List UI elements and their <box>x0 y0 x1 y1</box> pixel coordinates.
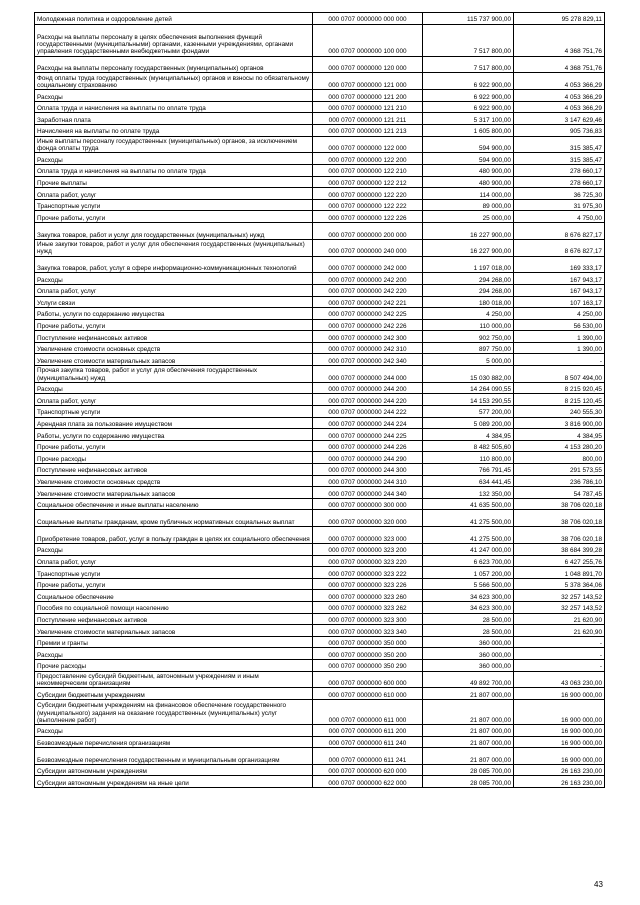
row-plan-cell: 480 900,00 <box>423 164 514 176</box>
row-code-cell: 000 0707 0000000 244 222 <box>313 406 423 418</box>
row-name-cell: Иные выплаты персоналу государственных (муниципальных) органов, за исключением фонда оплаты труда <box>35 136 313 153</box>
table-row <box>35 452 605 464</box>
table-row <box>35 748 605 765</box>
row-fact-cell: 278 660,17 <box>514 164 605 176</box>
row-code-cell: 000 0707 0000000 300 000 <box>313 498 423 510</box>
table-row <box>35 699 605 724</box>
row-fact-cell: 3 147 629,46 <box>514 113 605 125</box>
row-code-cell: 000 0707 0000000 242 300 <box>313 331 423 343</box>
row-plan-cell: 7 517 800,00 <box>423 24 514 56</box>
table-row <box>35 113 605 125</box>
row-fact-cell: 1 048 891,70 <box>514 567 605 579</box>
row-plan-cell: 28 500,00 <box>423 625 514 637</box>
row-fact-cell: 8 676 827,17 <box>514 222 605 239</box>
row-fact-cell: 8 215 920,45 <box>514 382 605 394</box>
row-code-cell: 000 0707 0000000 121 213 <box>313 124 423 136</box>
row-fact-cell: 4 250,00 <box>514 308 605 320</box>
row-name-cell: Расходы <box>35 543 313 555</box>
row-plan-cell: 5 089 200,00 <box>423 417 514 429</box>
row-code-cell: 000 0707 0000000 323 262 <box>313 601 423 613</box>
row-name-cell: Увеличение стоимости основных средств <box>35 475 313 487</box>
table-row <box>35 764 605 776</box>
row-plan-cell: 114 000,00 <box>423 188 514 200</box>
table-row <box>35 188 605 200</box>
row-plan-cell: 294 268,00 <box>423 273 514 285</box>
row-code-cell: 000 0707 0000000 622 000 <box>313 776 423 788</box>
row-fact-cell: 38 684 399,28 <box>514 543 605 555</box>
row-name-cell: Безвозмездные перечисления организациям <box>35 736 313 748</box>
row-name-cell: Транспортные услуги <box>35 406 313 418</box>
row-fact-cell: 16 900 000,00 <box>514 736 605 748</box>
row-code-cell: 000 0707 0000000 122 222 <box>313 199 423 211</box>
row-plan-cell: 16 227 900,00 <box>423 222 514 239</box>
row-plan-cell: 6 922 900,00 <box>423 90 514 102</box>
row-name-cell: Расходы на выплаты персоналу государственных (муниципальных) органов <box>35 56 313 73</box>
table-row <box>35 331 605 343</box>
row-fact-cell: - <box>514 354 605 366</box>
row-code-cell: 000 0707 0000000 244 224 <box>313 417 423 429</box>
row-code-cell: 000 0707 0000000 200 000 <box>313 222 423 239</box>
row-fact-cell: 16 900 000,00 <box>514 699 605 724</box>
table-row <box>35 659 605 671</box>
row-plan-cell: 28 085 700,00 <box>423 764 514 776</box>
table-row <box>35 636 605 648</box>
row-code-cell: 000 0707 0000000 242 226 <box>313 319 423 331</box>
row-name-cell: Оплата труда и начисления на выплаты по оплате труда <box>35 164 313 176</box>
row-name-cell: Прочие расходы <box>35 452 313 464</box>
row-name-cell: Увеличение стоимости материальных запасов <box>35 625 313 637</box>
row-code-cell: 000 0707 0000000 244 220 <box>313 394 423 406</box>
row-code-cell: 000 0707 0000000 100 000 <box>313 24 423 56</box>
row-plan-cell: 41 275 500,00 <box>423 527 514 544</box>
table-row <box>35 199 605 211</box>
row-fact-cell: 1 390,00 <box>514 342 605 354</box>
row-code-cell: 000 0707 0000000 620 000 <box>313 764 423 776</box>
row-name-cell: Увеличение стоимости материальных запасов <box>35 354 313 366</box>
table-row <box>35 688 605 700</box>
row-code-cell: 000 0707 0000000 244 225 <box>313 429 423 441</box>
row-name-cell: Прочие работы, услуги <box>35 319 313 331</box>
row-fact-cell: 26 163 230,00 <box>514 764 605 776</box>
row-fact-cell: 32 257 143,52 <box>514 590 605 602</box>
table-row <box>35 382 605 394</box>
row-code-cell: 000 0707 0000000 122 226 <box>313 211 423 223</box>
table-row <box>35 90 605 102</box>
row-plan-cell: 14 264 090,55 <box>423 382 514 394</box>
row-plan-cell: 21 807 000,00 <box>423 688 514 700</box>
table-row <box>35 464 605 476</box>
row-code-cell: 000 0707 0000000 323 220 <box>313 555 423 567</box>
row-fact-cell: 26 163 230,00 <box>514 776 605 788</box>
row-code-cell: 000 0707 0000000 122 200 <box>313 153 423 165</box>
row-fact-cell: 905 736,83 <box>514 124 605 136</box>
row-code-cell: 000 0707 0000000 323 200 <box>313 543 423 555</box>
row-fact-cell: 4 153 280,20 <box>514 440 605 452</box>
row-fact-cell: 315 385,47 <box>514 136 605 153</box>
row-plan-cell: 4 250,00 <box>423 308 514 320</box>
row-fact-cell: 800,00 <box>514 452 605 464</box>
row-plan-cell: 5 000,00 <box>423 354 514 366</box>
table-row <box>35 625 605 637</box>
row-code-cell: 000 0707 0000000 242 310 <box>313 342 423 354</box>
table-row <box>35 222 605 239</box>
table-row <box>35 308 605 320</box>
row-name-cell: Увеличение стоимости материальных запасов <box>35 487 313 499</box>
row-name-cell: Расходы <box>35 273 313 285</box>
row-name-cell: Расходы на выплаты персоналу в целях обеспечения выполнения функций государственными (муниципальными) органами, казенными учреждениями, органами управления государственными внебюджетными фондами <box>35 24 313 56</box>
row-name-cell: Социальные выплаты гражданам, кроме публичных нормативных социальных выплат <box>35 510 313 527</box>
row-plan-cell: 294 268,00 <box>423 284 514 296</box>
row-fact-cell: 43 063 230,00 <box>514 671 605 688</box>
row-plan-cell: 1 605 800,00 <box>423 124 514 136</box>
row-name-cell: Оплата работ, услуг <box>35 284 313 296</box>
table-row <box>35 429 605 441</box>
row-fact-cell: 54 787,45 <box>514 487 605 499</box>
row-plan-cell: 360 000,00 <box>423 659 514 671</box>
table-row <box>35 176 605 188</box>
row-name-cell: Расходы <box>35 153 313 165</box>
table-row <box>35 13 605 25</box>
row-name-cell: Премии и гранты <box>35 636 313 648</box>
row-name-cell: Услуги связи <box>35 296 313 308</box>
row-plan-cell: 21 807 000,00 <box>423 724 514 736</box>
row-plan-cell: 21 807 000,00 <box>423 736 514 748</box>
table-row <box>35 136 605 153</box>
row-code-cell: 000 0707 0000000 323 340 <box>313 625 423 637</box>
row-name-cell: Работы, услуги по содержанию имущества <box>35 429 313 441</box>
row-code-cell: 000 0707 0000000 242 221 <box>313 296 423 308</box>
row-fact-cell: 8 215 120,45 <box>514 394 605 406</box>
row-fact-cell: - <box>514 659 605 671</box>
row-name-cell: Социальное обеспечение <box>35 590 313 602</box>
row-code-cell: 000 0707 0000000 242 000 <box>313 256 423 273</box>
row-fact-cell: 31 975,30 <box>514 199 605 211</box>
row-fact-cell: 16 900 000,00 <box>514 748 605 765</box>
table-row <box>35 648 605 660</box>
row-plan-cell: 577 200,00 <box>423 406 514 418</box>
row-fact-cell: 8 507 494,00 <box>514 366 605 383</box>
row-code-cell: 000 0707 0000000 244 300 <box>313 464 423 476</box>
table-body <box>35 13 605 788</box>
row-code-cell: 000 0707 0000000 121 200 <box>313 90 423 102</box>
row-fact-cell: 6 427 255,76 <box>514 555 605 567</box>
row-code-cell: 000 0707 0000000 323 222 <box>313 567 423 579</box>
row-code-cell: 000 0707 0000000 244 310 <box>313 475 423 487</box>
table-row <box>35 440 605 452</box>
row-name-cell: Оплата работ, услуг <box>35 555 313 567</box>
row-plan-cell: 28 500,00 <box>423 613 514 625</box>
row-plan-cell: 5 566 500,00 <box>423 578 514 590</box>
row-plan-cell: 1 197 018,00 <box>423 256 514 273</box>
row-name-cell: Оплата работ, услуг <box>35 394 313 406</box>
table-row <box>35 24 605 56</box>
row-name-cell: Закупка товаров, работ, услуг в сфере информационно-коммуникационных технологий <box>35 256 313 273</box>
table-row <box>35 417 605 429</box>
row-code-cell: 000 0707 0000000 000 000 <box>313 13 423 25</box>
row-name-cell: Работы, услуги по содержанию имущества <box>35 308 313 320</box>
row-code-cell: 000 0707 0000000 323 300 <box>313 613 423 625</box>
row-code-cell: 000 0707 0000000 122 210 <box>313 164 423 176</box>
row-name-cell: Поступление нефинансовых активов <box>35 613 313 625</box>
row-name-cell: Безвозмездные перечисления государственным и муниципальным организациям <box>35 748 313 765</box>
table-row <box>35 498 605 510</box>
row-fact-cell: 21 620,90 <box>514 613 605 625</box>
row-plan-cell: 594 900,00 <box>423 153 514 165</box>
table-row <box>35 73 605 90</box>
table-row <box>35 590 605 602</box>
row-fact-cell: 4 384,95 <box>514 429 605 441</box>
row-code-cell: 000 0707 0000000 244 340 <box>313 487 423 499</box>
table-row <box>35 567 605 579</box>
row-fact-cell: - <box>514 648 605 660</box>
row-fact-cell: 8 676 827,17 <box>514 239 605 256</box>
row-code-cell: 000 0707 0000000 244 226 <box>313 440 423 452</box>
row-plan-cell: 1 057 200,00 <box>423 567 514 579</box>
table-row <box>35 124 605 136</box>
table-row <box>35 256 605 273</box>
row-fact-cell: 16 900 000,00 <box>514 724 605 736</box>
row-name-cell: Прочие работы, услуги <box>35 578 313 590</box>
table-row <box>35 239 605 256</box>
row-plan-cell: 766 791,45 <box>423 464 514 476</box>
row-code-cell: 000 0707 0000000 122 000 <box>313 136 423 153</box>
row-name-cell: Оплата работ, услуг <box>35 188 313 200</box>
row-plan-cell: 132 350,00 <box>423 487 514 499</box>
row-code-cell: 000 0707 0000000 323 226 <box>313 578 423 590</box>
row-code-cell: 000 0707 0000000 610 000 <box>313 688 423 700</box>
row-fact-cell: 278 660,17 <box>514 176 605 188</box>
row-code-cell: 000 0707 0000000 242 225 <box>313 308 423 320</box>
row-fact-cell: 4 053 366,29 <box>514 101 605 113</box>
row-code-cell: 000 0707 0000000 350 290 <box>313 659 423 671</box>
table-row <box>35 776 605 788</box>
table-row <box>35 543 605 555</box>
row-name-cell: Молодежная политика и оздоровление детей <box>35 13 313 25</box>
row-name-cell: Прочая закупка товаров, работ и услуг для обеспечения государственных (муниципальных) нужд <box>35 366 313 383</box>
row-plan-cell: 634 441,45 <box>423 475 514 487</box>
row-fact-cell: 3 816 900,00 <box>514 417 605 429</box>
table-row <box>35 211 605 223</box>
row-name-cell: Заработная плата <box>35 113 313 125</box>
table-row <box>35 475 605 487</box>
row-fact-cell: 315 385,47 <box>514 153 605 165</box>
row-name-cell: Арендная плата за пользование имуществом <box>35 417 313 429</box>
table-row <box>35 487 605 499</box>
row-fact-cell: 107 163,17 <box>514 296 605 308</box>
row-fact-cell: 56 530,00 <box>514 319 605 331</box>
row-code-cell: 000 0707 0000000 611 200 <box>313 724 423 736</box>
table-row <box>35 613 605 625</box>
table-row <box>35 527 605 544</box>
table-row <box>35 296 605 308</box>
row-name-cell: Расходы <box>35 90 313 102</box>
row-fact-cell: 236 786,10 <box>514 475 605 487</box>
row-name-cell: Субсидии автономным учреждениям на иные цели <box>35 776 313 788</box>
row-code-cell: 000 0707 0000000 611 240 <box>313 736 423 748</box>
row-code-cell: 000 0707 0000000 323 260 <box>313 590 423 602</box>
row-code-cell: 000 0707 0000000 121 211 <box>313 113 423 125</box>
row-fact-cell: 169 333,17 <box>514 256 605 273</box>
row-code-cell: 000 0707 0000000 244 290 <box>313 452 423 464</box>
table-row <box>35 578 605 590</box>
row-fact-cell: 4 053 366,29 <box>514 90 605 102</box>
row-plan-cell: 41 635 500,00 <box>423 498 514 510</box>
row-name-cell: Начисления на выплаты по оплате труда <box>35 124 313 136</box>
row-name-cell: Приобретение товаров, работ, услуг в пользу граждан в целях их социального обеспечения <box>35 527 313 544</box>
table-row <box>35 510 605 527</box>
row-plan-cell: 16 227 900,00 <box>423 239 514 256</box>
row-fact-cell: 32 257 143,52 <box>514 601 605 613</box>
table-row <box>35 342 605 354</box>
row-plan-cell: 5 317 100,00 <box>423 113 514 125</box>
row-name-cell: Поступление нефинансовых активов <box>35 331 313 343</box>
row-fact-cell: 38 706 020,18 <box>514 527 605 544</box>
row-fact-cell: 5 378 364,06 <box>514 578 605 590</box>
row-name-cell: Транспортные услуги <box>35 199 313 211</box>
row-name-cell: Расходы <box>35 382 313 394</box>
row-code-cell: 000 0707 0000000 611 000 <box>313 699 423 724</box>
table-row <box>35 153 605 165</box>
row-name-cell: Прочие расходы <box>35 659 313 671</box>
page-number: 43 <box>594 880 603 889</box>
row-plan-cell: 6 922 900,00 <box>423 101 514 113</box>
row-code-cell: 000 0707 0000000 120 000 <box>313 56 423 73</box>
row-name-cell: Иные закупки товаров, работ и услуг для обеспечения государственных (муниципальных) нужд <box>35 239 313 256</box>
row-name-cell: Закупка товаров, работ и услуг для государственных (муниципальных) нужд <box>35 222 313 239</box>
budget-execution-table <box>34 12 605 788</box>
row-plan-cell: 28 085 700,00 <box>423 776 514 788</box>
row-code-cell: 000 0707 0000000 240 000 <box>313 239 423 256</box>
row-code-cell: 000 0707 0000000 242 340 <box>313 354 423 366</box>
table-row <box>35 671 605 688</box>
row-name-cell: Прочие выплаты <box>35 176 313 188</box>
row-code-cell: 000 0707 0000000 611 241 <box>313 748 423 765</box>
row-plan-cell: 4 384,95 <box>423 429 514 441</box>
row-plan-cell: 902 750,00 <box>423 331 514 343</box>
table-row <box>35 319 605 331</box>
row-plan-cell: 8 482 505,60 <box>423 440 514 452</box>
row-fact-cell: 1 390,00 <box>514 331 605 343</box>
row-code-cell: 000 0707 0000000 122 212 <box>313 176 423 188</box>
row-plan-cell: 49 892 700,00 <box>423 671 514 688</box>
row-plan-cell: 34 623 300,00 <box>423 601 514 613</box>
row-name-cell: Субсидии бюджетным учреждениям <box>35 688 313 700</box>
row-fact-cell: 291 573,55 <box>514 464 605 476</box>
row-code-cell: 000 0707 0000000 323 000 <box>313 527 423 544</box>
table-row <box>35 284 605 296</box>
row-fact-cell: - <box>514 636 605 648</box>
row-plan-cell: 360 000,00 <box>423 648 514 660</box>
row-plan-cell: 41 275 500,00 <box>423 510 514 527</box>
row-fact-cell: 167 943,17 <box>514 273 605 285</box>
row-plan-cell: 6 623 700,00 <box>423 555 514 567</box>
table-row <box>35 724 605 736</box>
table-row <box>35 601 605 613</box>
row-name-cell: Фонд оплаты труда государственных (муниципальных) органов и взносы по обязательному социальному страхованию <box>35 73 313 90</box>
row-plan-cell: 41 247 000,00 <box>423 543 514 555</box>
row-name-cell: Социальное обеспечение и иные выплаты населению <box>35 498 313 510</box>
row-name-cell: Субсидии автономным учреждениям <box>35 764 313 776</box>
row-plan-cell: 110 000,00 <box>423 319 514 331</box>
row-plan-cell: 14 153 290,55 <box>423 394 514 406</box>
table-row <box>35 56 605 73</box>
table-row <box>35 354 605 366</box>
row-name-cell: Прочие работы, услуги <box>35 211 313 223</box>
row-fact-cell: 167 943,17 <box>514 284 605 296</box>
table-row <box>35 555 605 567</box>
row-code-cell: 000 0707 0000000 121 210 <box>313 101 423 113</box>
row-fact-cell: 4 368 751,76 <box>514 56 605 73</box>
row-code-cell: 000 0707 0000000 122 220 <box>313 188 423 200</box>
row-name-cell: Расходы <box>35 648 313 660</box>
row-name-cell: Прочие работы, услуги <box>35 440 313 452</box>
table-row <box>35 394 605 406</box>
row-name-cell: Увеличение стоимости основных средств <box>35 342 313 354</box>
row-name-cell: Пособия по социальной помощи населению <box>35 601 313 613</box>
row-name-cell: Расходы <box>35 724 313 736</box>
table-row <box>35 101 605 113</box>
row-fact-cell: 21 620,90 <box>514 625 605 637</box>
table-row <box>35 273 605 285</box>
row-plan-cell: 6 922 900,00 <box>423 73 514 90</box>
row-plan-cell: 7 517 800,00 <box>423 56 514 73</box>
table-row <box>35 406 605 418</box>
row-plan-cell: 360 000,00 <box>423 636 514 648</box>
row-plan-cell: 594 900,00 <box>423 136 514 153</box>
row-plan-cell: 480 900,00 <box>423 176 514 188</box>
table-row <box>35 736 605 748</box>
row-plan-cell: 21 807 000,00 <box>423 699 514 724</box>
row-name-cell: Субсидии бюджетным учреждениям на финансовое обеспечение государственного (муниципального) задания на оказание государственных (муниципальных) услуг (выполнение работ) <box>35 699 313 724</box>
row-code-cell: 000 0707 0000000 242 200 <box>313 273 423 285</box>
row-fact-cell: 4 053 366,29 <box>514 73 605 90</box>
row-code-cell: 000 0707 0000000 350 200 <box>313 648 423 660</box>
row-plan-cell: 897 750,00 <box>423 342 514 354</box>
row-plan-cell: 21 807 000,00 <box>423 748 514 765</box>
row-fact-cell: 4 368 751,76 <box>514 24 605 56</box>
row-plan-cell: 110 800,00 <box>423 452 514 464</box>
table-row <box>35 164 605 176</box>
row-name-cell: Поступление нефинансовых активов <box>35 464 313 476</box>
row-fact-cell: 36 725,30 <box>514 188 605 200</box>
row-code-cell: 000 0707 0000000 320 000 <box>313 510 423 527</box>
row-fact-cell: 38 706 020,18 <box>514 498 605 510</box>
row-name-cell: Транспортные услуги <box>35 567 313 579</box>
row-plan-cell: 89 000,00 <box>423 199 514 211</box>
row-fact-cell: 38 706 020,18 <box>514 510 605 527</box>
table-row <box>35 366 605 383</box>
row-name-cell: Предоставление субсидий бюджетным, автономным учреждениям и иным некоммерческим организациям <box>35 671 313 688</box>
row-plan-cell: 180 018,00 <box>423 296 514 308</box>
row-code-cell: 000 0707 0000000 242 220 <box>313 284 423 296</box>
row-code-cell: 000 0707 0000000 600 000 <box>313 671 423 688</box>
row-plan-cell: 25 000,00 <box>423 211 514 223</box>
row-plan-cell: 115 737 900,00 <box>423 13 514 25</box>
row-fact-cell: 16 900 000,00 <box>514 688 605 700</box>
row-plan-cell: 15 030 882,00 <box>423 366 514 383</box>
row-fact-cell: 240 555,30 <box>514 406 605 418</box>
row-code-cell: 000 0707 0000000 244 200 <box>313 382 423 394</box>
row-name-cell: Оплата труда и начисления на выплаты по оплате труда <box>35 101 313 113</box>
row-fact-cell: 95 278 829,11 <box>514 13 605 25</box>
row-code-cell: 000 0707 0000000 244 000 <box>313 366 423 383</box>
budget-report-page <box>34 12 604 788</box>
row-plan-cell: 34 623 300,00 <box>423 590 514 602</box>
row-code-cell: 000 0707 0000000 350 000 <box>313 636 423 648</box>
row-code-cell: 000 0707 0000000 121 000 <box>313 73 423 90</box>
row-fact-cell: 4 750,00 <box>514 211 605 223</box>
